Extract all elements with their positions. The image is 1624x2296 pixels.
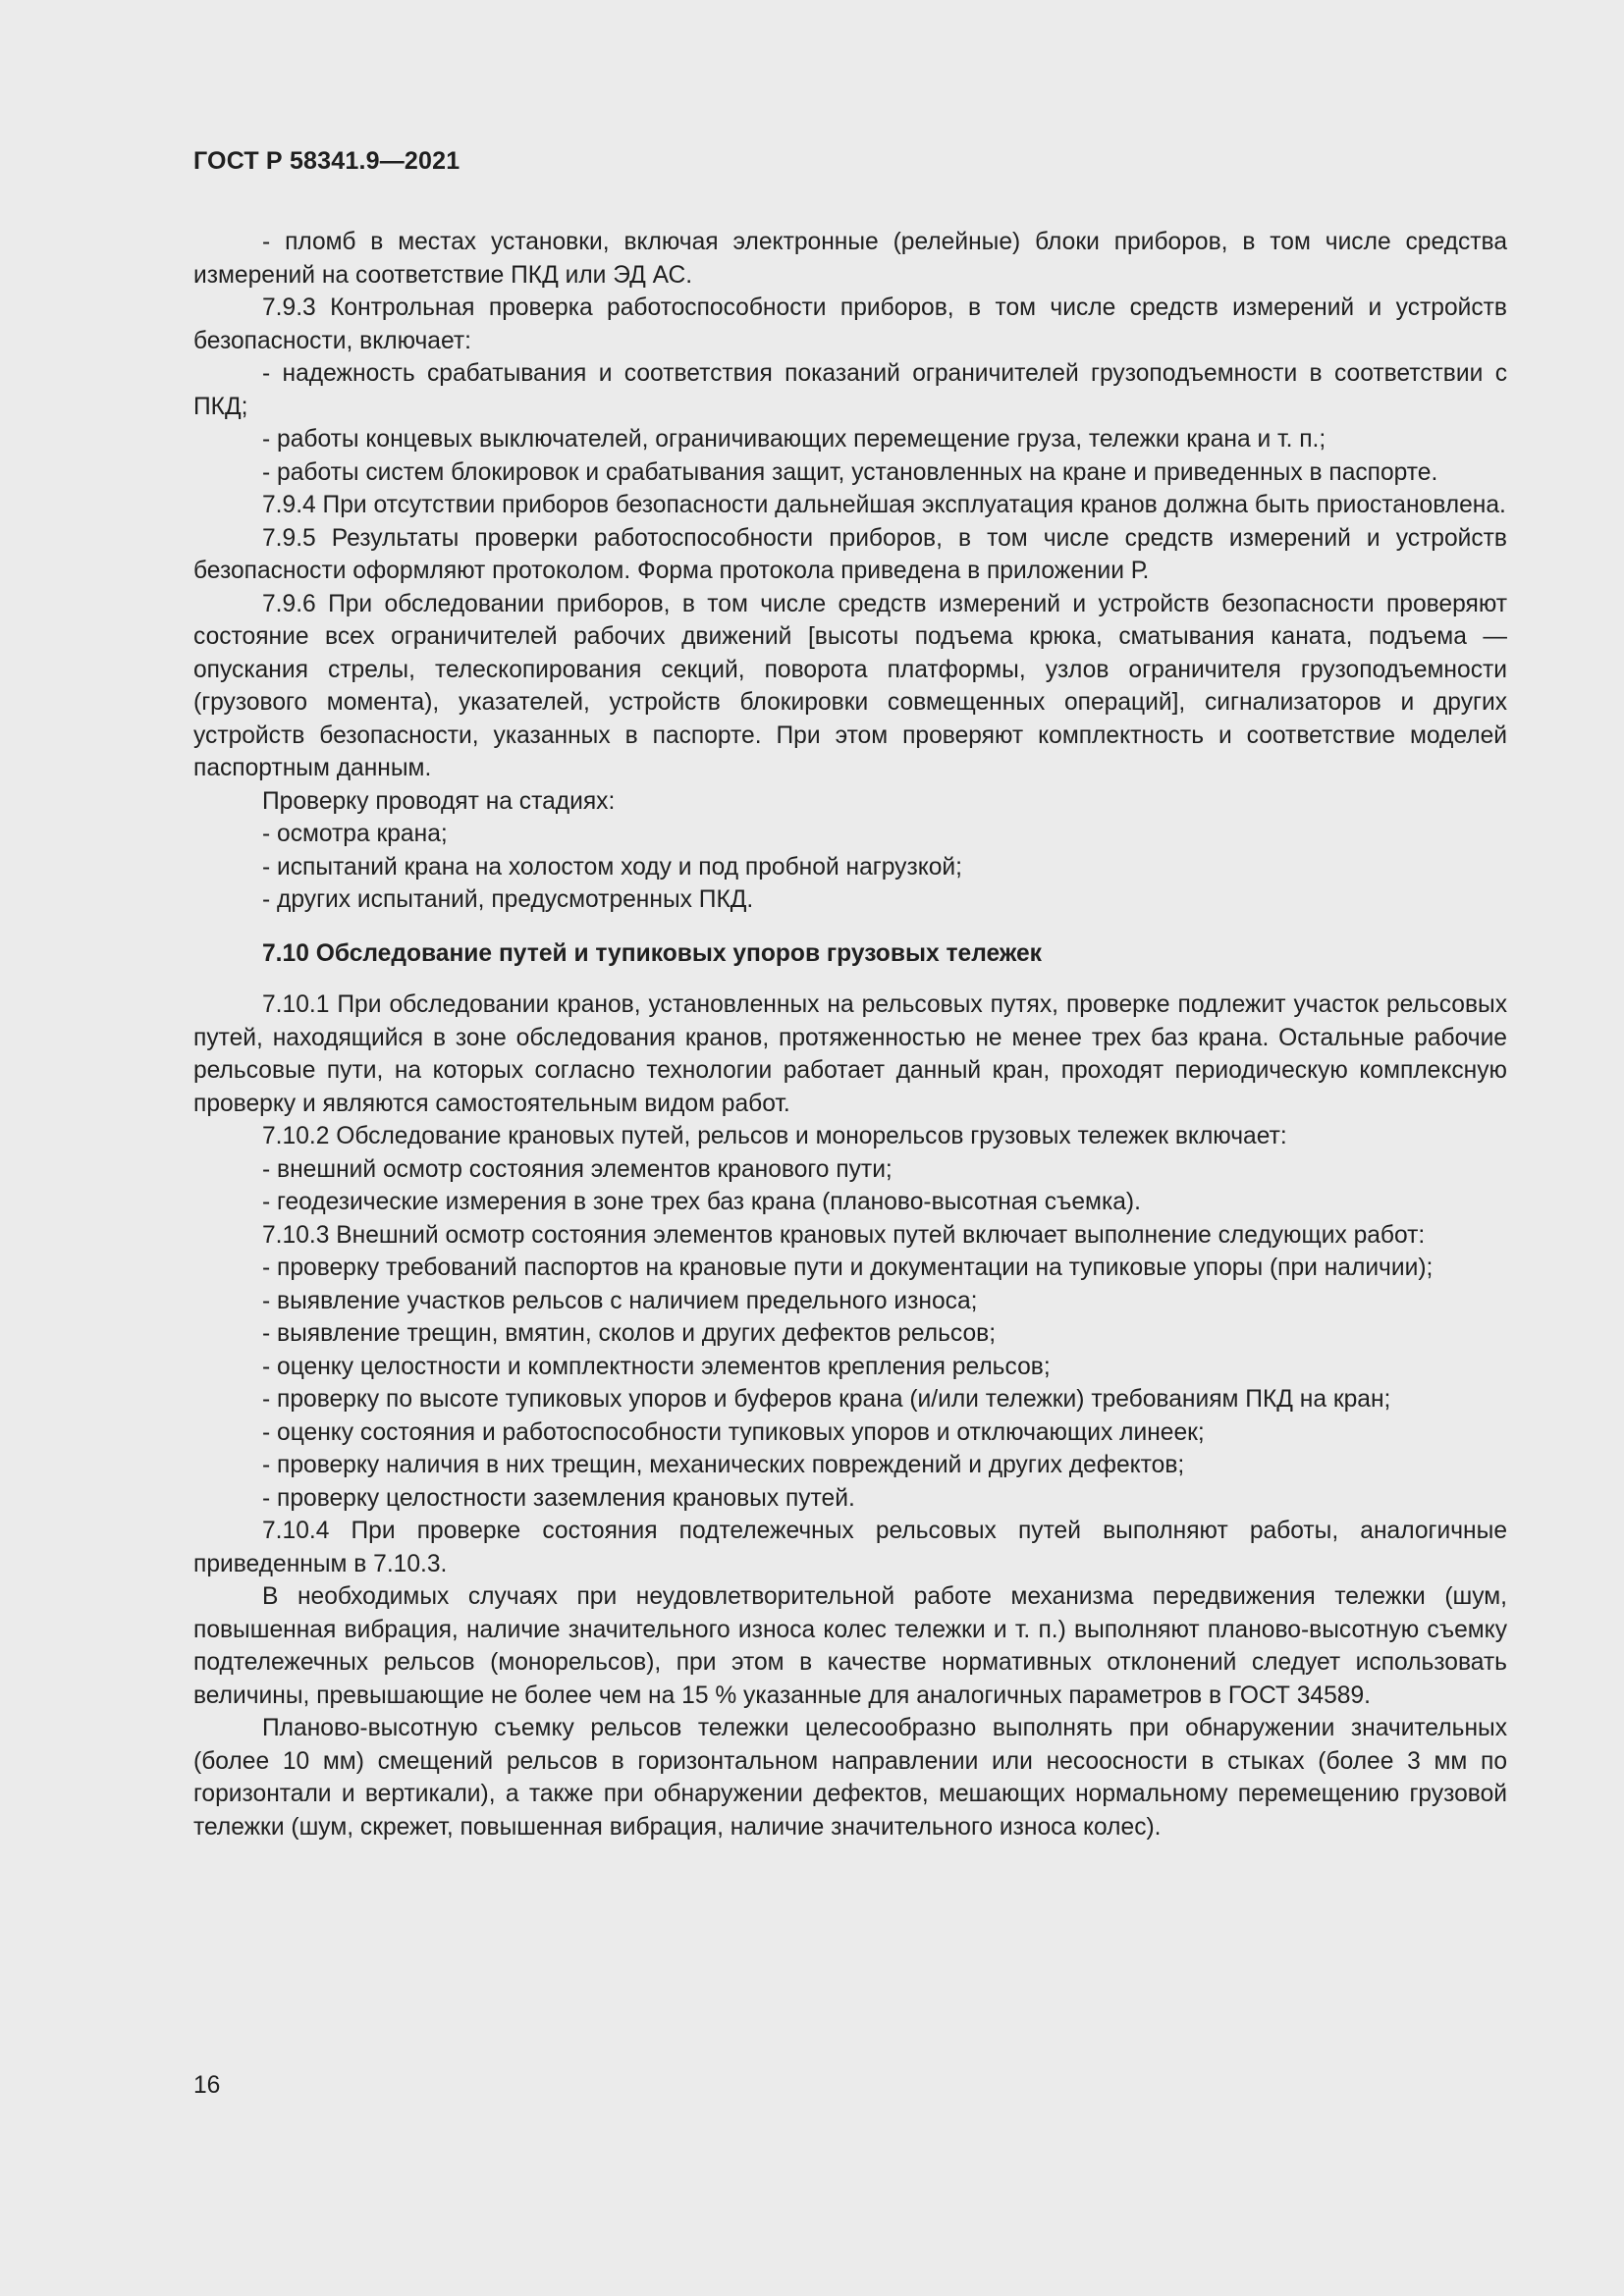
paragraph: 7.9.5 Результаты проверки работоспособности приборов, в том числе средств измерений и устройств безопасности оформляют протоколом. Форма протокола приведена в приложении Р. xyxy=(193,524,1507,584)
list-item: - проверку требований паспортов на крановые пути и документации на тупиковые упоры (при наличии); xyxy=(262,1255,1434,1281)
list-item: - испытаний крана на холостом ходу и под пробной нагрузкой; xyxy=(262,853,963,881)
paragraph: В необходимых случаях при неудовлетворительной работе механизма передвижения тележки (шум, повышенная вибрация, наличие значительного износа колес тележки и т. п.) выполняют планово-высотную съемку подтележечных рельсов (монорельсов), при этом в качестве нормативных отклонений следует использовать величины, превышающие не более чем на 15 % указанные для аналогичных параметров в ГОСТ 34589. xyxy=(193,1583,1507,1709)
list-item: - проверку целостности заземления крановых путей. xyxy=(262,1484,855,1512)
list-item: - геодезические измерения в зоне трех баз крана (планово-высотная съемка). xyxy=(262,1189,1141,1215)
list-item: - работы концевых выключателей, ограничивающих перемещение груза, тележки крана и т. п.; xyxy=(262,426,1326,453)
paragraph: 7.9.4 При отсутствии приборов безопасности дальнейшая эксплуатация кранов должна быть приостановлена. xyxy=(262,492,1506,518)
paragraph: Проверку проводят на стадиях: xyxy=(262,787,616,815)
list-item: - других испытаний, предусмотренных ПКД. xyxy=(262,886,754,913)
list-item: - осмотра крана; xyxy=(262,821,448,847)
list-item: - выявление участков рельсов с наличием предельного износа; xyxy=(262,1287,978,1314)
document-body xyxy=(193,226,1507,1843)
paragraph: 7.9.6 При обследовании приборов, в том числе средств измерений и устройств безопасности проверяют состояние всех ограничителей рабочих движений [высоты подъема крюка, сматывания каната, подъема — опускания стрелы, телескопирования секций, поворота платформы, узлов ограничителя грузоподъемности (грузового момента), указателей, устройств блокировки совмещенных операций], сигнализаторов и других устройств безопасности, указанных в паспорте. При этом проверяют комплектность и соответствие моделей паспортным данным. xyxy=(193,590,1507,781)
paragraph: 7.10.2 Обследование крановых путей, рельсов и монорельсов грузовых тележек включает: xyxy=(262,1123,1287,1149)
list-item: - выявление трещин, вмятин, сколов и других дефектов рельсов; xyxy=(262,1320,997,1347)
list-item: - работы систем блокировок и срабатывания защит, установленных на кране и приведенных в паспорте. xyxy=(262,458,1438,486)
page-number: 16 xyxy=(193,2072,221,2099)
paragraph: 7.9.3 Контрольная проверка работоспособности приборов, в том числе средств измерений и устройств безопасности, включает: xyxy=(193,294,1507,354)
list-item: - внешний осмотр состояния элементов кранового пути; xyxy=(262,1155,893,1183)
list-item: - оценку целостности и комплектности элементов крепления рельсов; xyxy=(262,1353,1051,1380)
paragraph: Планово-высотную съемку рельсов тележки целесообразно выполнять при обнаружении значительных (более 10 мм) смещений рельсов в горизонтальном направлении или несоосности в стыках (более 3 мм по горизонтали и вертикали), а также при обнаружении дефектов, мешающих нормальному перемещению грузовой тележки (шум, скрежет, повышенная вибрация, наличие значительного износа колес). xyxy=(193,1715,1507,1841)
paragraph: 7.10.1 При обследовании кранов, установленных на рельсовых путях, проверке подлежит участок рельсовых путей, находящийся в зоне обследования кранов, протяженностью не менее трех баз крана. Остальные рабочие рельсовые пути, на которых согласно технологии работает данный кран, проходят периодическую комплексную проверку и являются самостоятельным видом работ. xyxy=(193,991,1507,1117)
paragraph: - пломб в местах установки, включая электронные (релейные) блоки приборов, в том числе средства измерений на соответствие ПКД или ЭД АС. xyxy=(193,229,1507,289)
list-item: - надежность срабатывания и соответствия показаний ограничителей грузоподъемности в соответствии с ПКД; xyxy=(193,360,1507,420)
list-item: - проверку по высоте тупиковых упоров и буферов крана (и/или тележки) требованиям ПКД на кран; xyxy=(262,1386,1391,1413)
document-id-header: ГОСТ Р 58341.9—2021 xyxy=(193,147,460,175)
paragraph: 7.10.3 Внешний осмотр состояния элементов крановых путей включает выполнение следующих работ: xyxy=(262,1221,1426,1249)
list-item: - проверку наличия в них трещин, механических повреждений и других дефектов; xyxy=(262,1452,1185,1478)
paragraph: 7.10.4 При проверке состояния подтележечных рельсовых путей выполняют работы, аналогичные приведенным в 7.10.3. xyxy=(193,1518,1507,1577)
section-heading: 7.10 Обследование путей и тупиковых упоров грузовых тележек xyxy=(262,939,1042,967)
list-item: - оценку состояния и работоспособности тупиковых упоров и отключающих линеек; xyxy=(262,1418,1205,1446)
